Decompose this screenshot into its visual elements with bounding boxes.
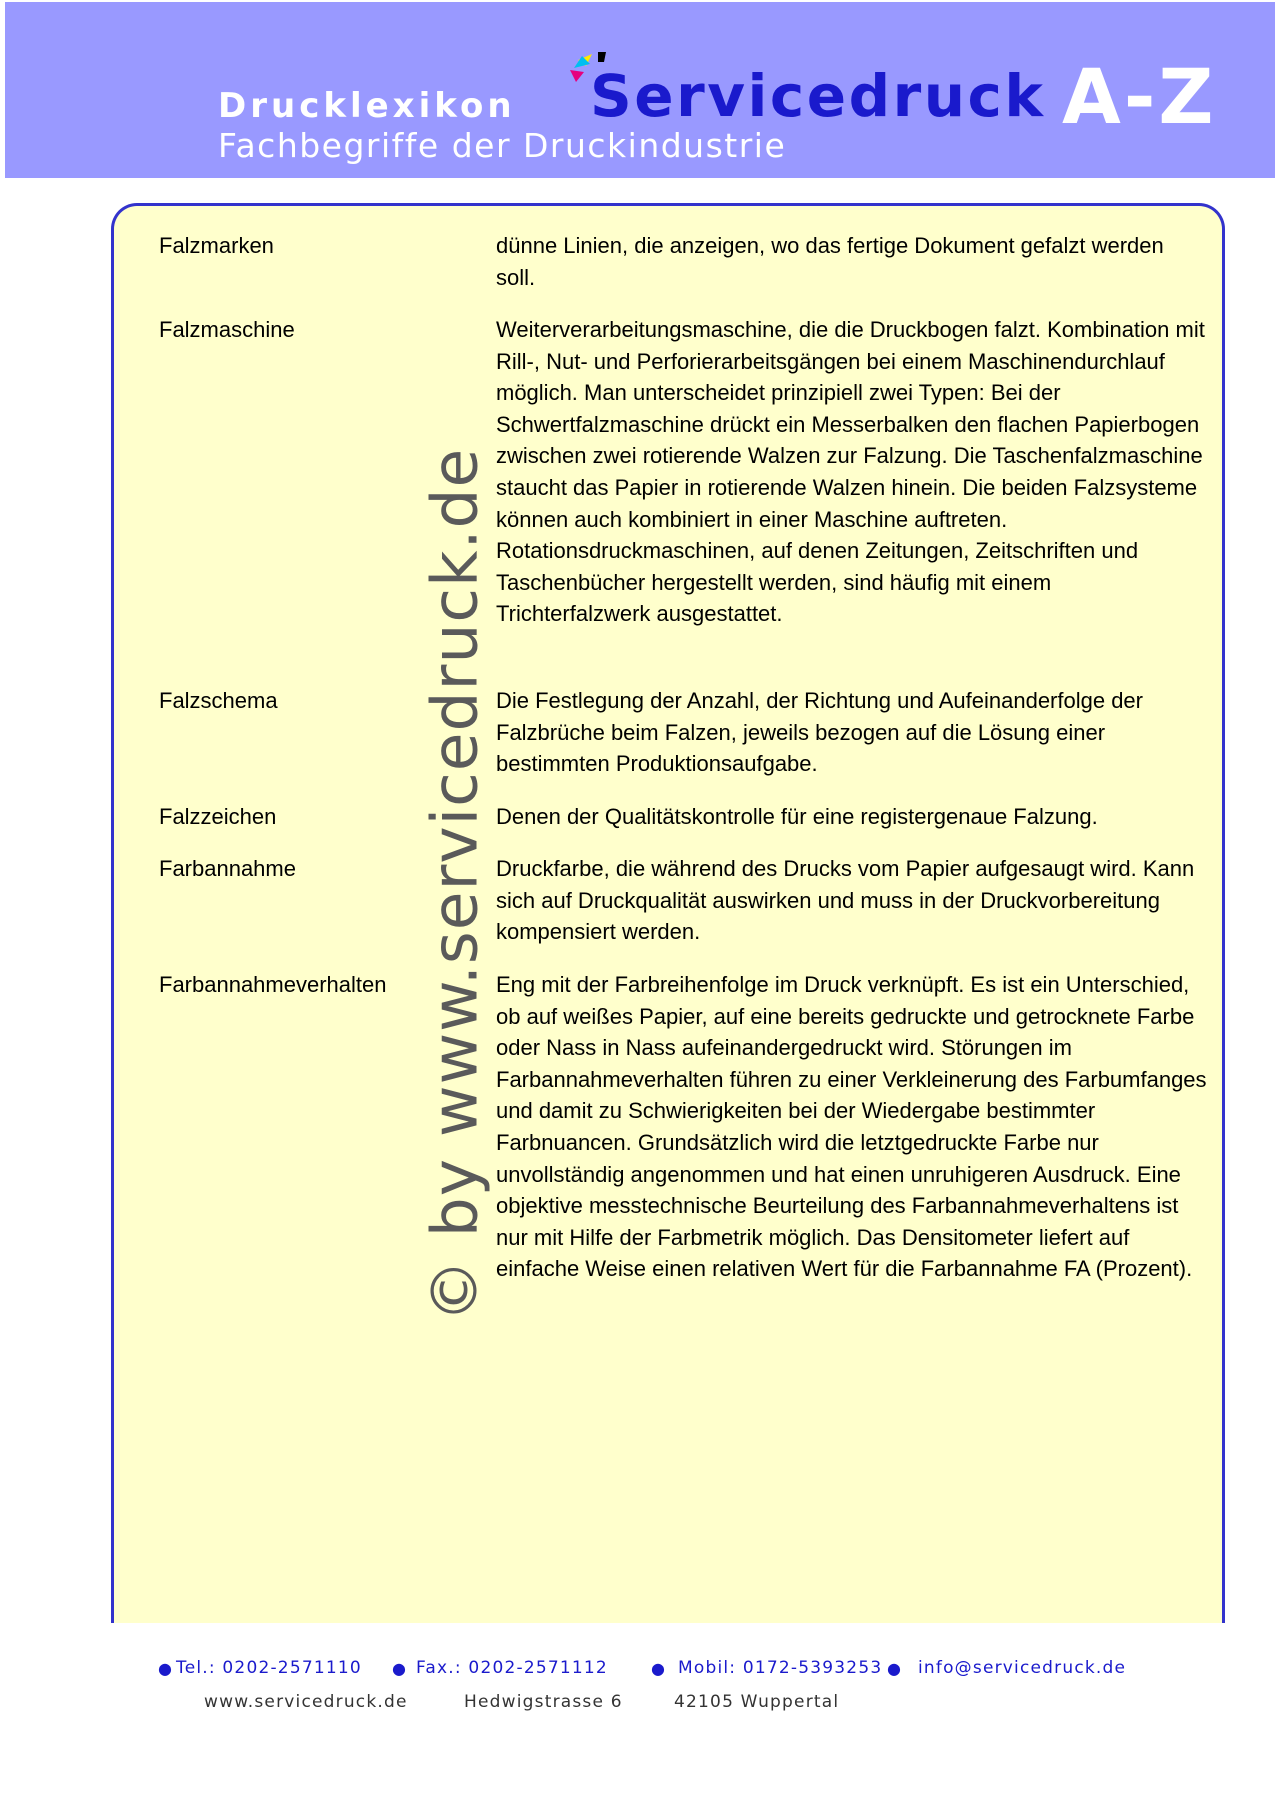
entry-definition: Denen der Qualitätskontrolle für eine registergenaue Falzung. — [496, 804, 1098, 829]
entry-definition: Weiterverarbeitungsmaschine, die die Druckbogen falzt. Kombination mit Rill-, Nut- und Perforierarbeitsgängen bei einem Maschinendurchlauf möglich. Man unterscheidet prinzipiell zwei Typen: Bei der Schwertfalzmaschine drückt ein Messerbalken den flachen Papierbogen zwischen zwei rotierende Walzen zur Falzung. Die Taschenfalzmaschine staucht das Papier in rotierende Walzen hinein. Die beiden Falzsysteme können auch kombiniert in einer Maschine auftreten. Rotationsdruckmaschinen, auf denen Zeitungen, Zeitschriften und Taschenbücher hergestellt werden, sind häufig mit einem Trichterfalzwerk ausgestattet. — [496, 317, 1205, 627]
footer-tel[interactable]: Tel.: 0202-2571110 — [176, 1658, 362, 1678]
copyright-watermark: © by www.servicedruck.de — [418, 447, 492, 1323]
bullet-icon: ● — [392, 1659, 408, 1678]
bullet-icon: ● — [651, 1659, 667, 1678]
entry-definition: Druckfarbe, die während des Drucks vom Papier aufgesaugt wird. Kann sich auf Druckqualität auswirken und muss in der Druckvorbereitung kompensiert werden. — [496, 856, 1195, 945]
entry-term: Falzmaschine — [159, 317, 295, 342]
entry-definition: Eng mit der Farbreihenfolge im Druck verknüpft. Es ist ein Unterschied, ob auf weißes Papier, auf eine bereits gedruckte und getrocknete Farbe oder Nass in Nass aufeinandergedruckt wird. Störungen im Farbannahmeverhalten führen zu einer Verkleinerung des Farbumfanges und damit zu Schwierigkeiten bei der Wiedergabe bestimmter Farbnuancen. Grundsätzlich wird die letztgedruckte Farbe nur unvollständig angenommen und hat einen unruhigeren Ausdruck. Eine objektive messtechnische Beurteilung des Farbannahmeverhaltens ist nur mit Hilfe der Farbmetrik möglich. Das Densitometer liefert auf einfache Weise einen relativen Wert für die Farbannahme FA (Prozent). — [496, 972, 1207, 1282]
footer-city: 42105 Wuppertal — [674, 1692, 840, 1712]
logo-text: Servicedruck — [590, 62, 1046, 130]
alphabet-range: A-Z — [1062, 52, 1217, 141]
entry-definition: dünne Linien, die anzeigen, wo das fertige Dokument gefalzt werden soll. — [496, 233, 1164, 290]
footer-fax[interactable]: Fax.: 0202-2571112 — [416, 1658, 608, 1678]
footer-website[interactable]: www.servicedruck.de — [204, 1692, 408, 1712]
entry-definition: Die Festlegung der Anzahl, der Richtung und Aufeinanderfolge der Falzbrüche beim Falzen, jeweils bezogen auf die Lösung einer bestimmten Produktionsaufgabe. — [496, 688, 1143, 777]
entry-term: Farbannahme — [159, 856, 296, 881]
bullet-icon: ● — [158, 1659, 174, 1678]
bullet-icon: ● — [887, 1659, 903, 1678]
servicedruck-logo — [568, 52, 1046, 132]
footer-street: Hedwigstrasse 6 — [464, 1692, 623, 1712]
entry-term: Falzzeichen — [159, 804, 277, 829]
entry-term: Falzmarken — [159, 233, 274, 258]
page-title: Drucklexikon — [218, 86, 516, 126]
footer-mobil[interactable]: Mobil: 0172-5393253 — [678, 1658, 883, 1678]
footer-email[interactable]: info@servicedruck.de — [918, 1658, 1127, 1678]
page-subtitle: Fachbegriffe der Druckindustrie — [218, 126, 787, 165]
entry-term: Farbannahmeverhalten — [159, 972, 387, 997]
entry-term: Falzschema — [159, 688, 278, 713]
